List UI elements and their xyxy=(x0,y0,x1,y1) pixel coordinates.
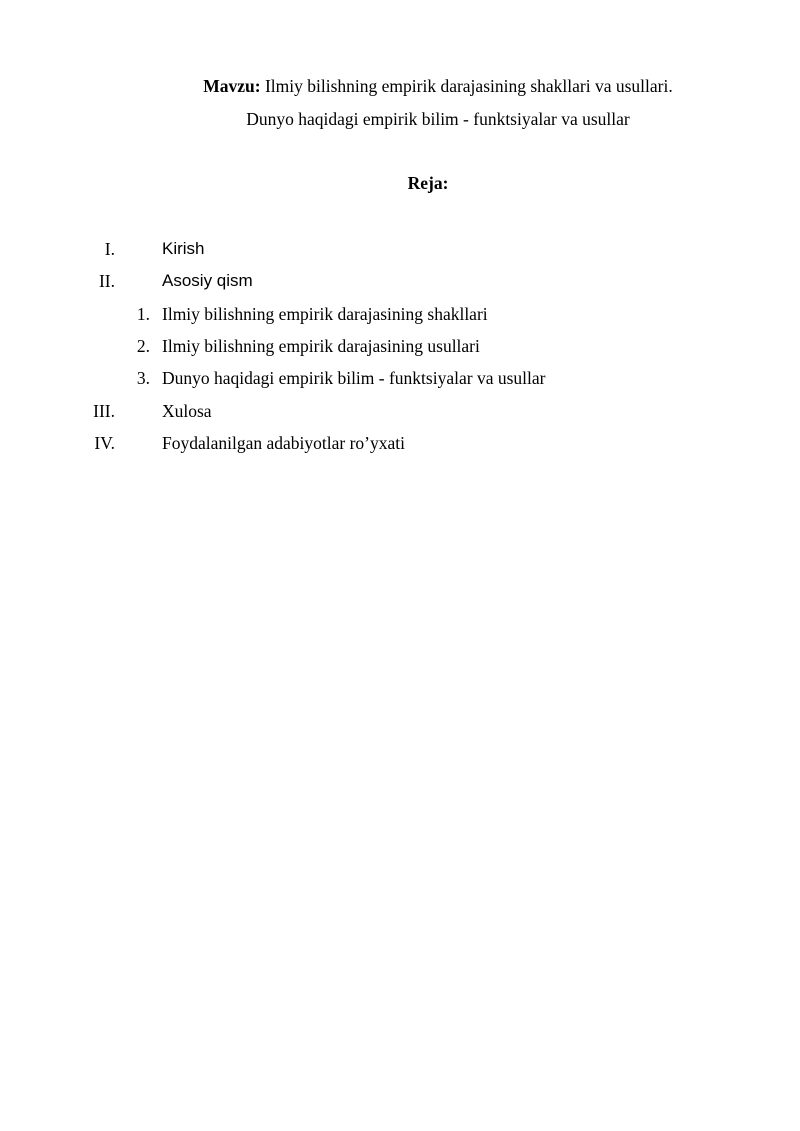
plan-subitem-number: 3. xyxy=(136,368,150,388)
topic-heading xyxy=(38,76,800,97)
plan-item-number: I. xyxy=(104,239,115,259)
plan-subitem-number: 2. xyxy=(136,336,150,356)
topic-title-line-1: Ilmiy bilishning empirik darajasining shakllari va usullari. xyxy=(260,76,673,96)
plan-item-text: Xulosa xyxy=(162,401,212,421)
plan-subitem-text: Dunyo haqidagi empirik bilim - funktsiyalar va usullar xyxy=(162,368,546,388)
plan-title: Reja: xyxy=(407,173,449,193)
plan-subitem-text: Ilmiy bilishning empirik darajasining shakllari xyxy=(162,304,488,324)
topic-title-line-2: Dunyo haqidagi empirik bilim - funktsiyalar va usullar xyxy=(246,109,630,129)
plan-item-text: Asosiy qism xyxy=(162,271,253,290)
plan-item-number: IV. xyxy=(94,433,115,453)
plan-item-text: Kirish xyxy=(162,239,205,258)
plan-subitem-number: 1. xyxy=(136,304,150,324)
plan-subitem-text: Ilmiy bilishning empirik darajasining usullari xyxy=(162,336,480,356)
topic-label: Mavzu: xyxy=(203,76,261,96)
plan-item-number: III. xyxy=(93,401,115,421)
plan-item-text: Foydalanilgan adabiyotlar ro’yxati xyxy=(162,433,405,453)
plan-item-number: II. xyxy=(98,271,115,291)
